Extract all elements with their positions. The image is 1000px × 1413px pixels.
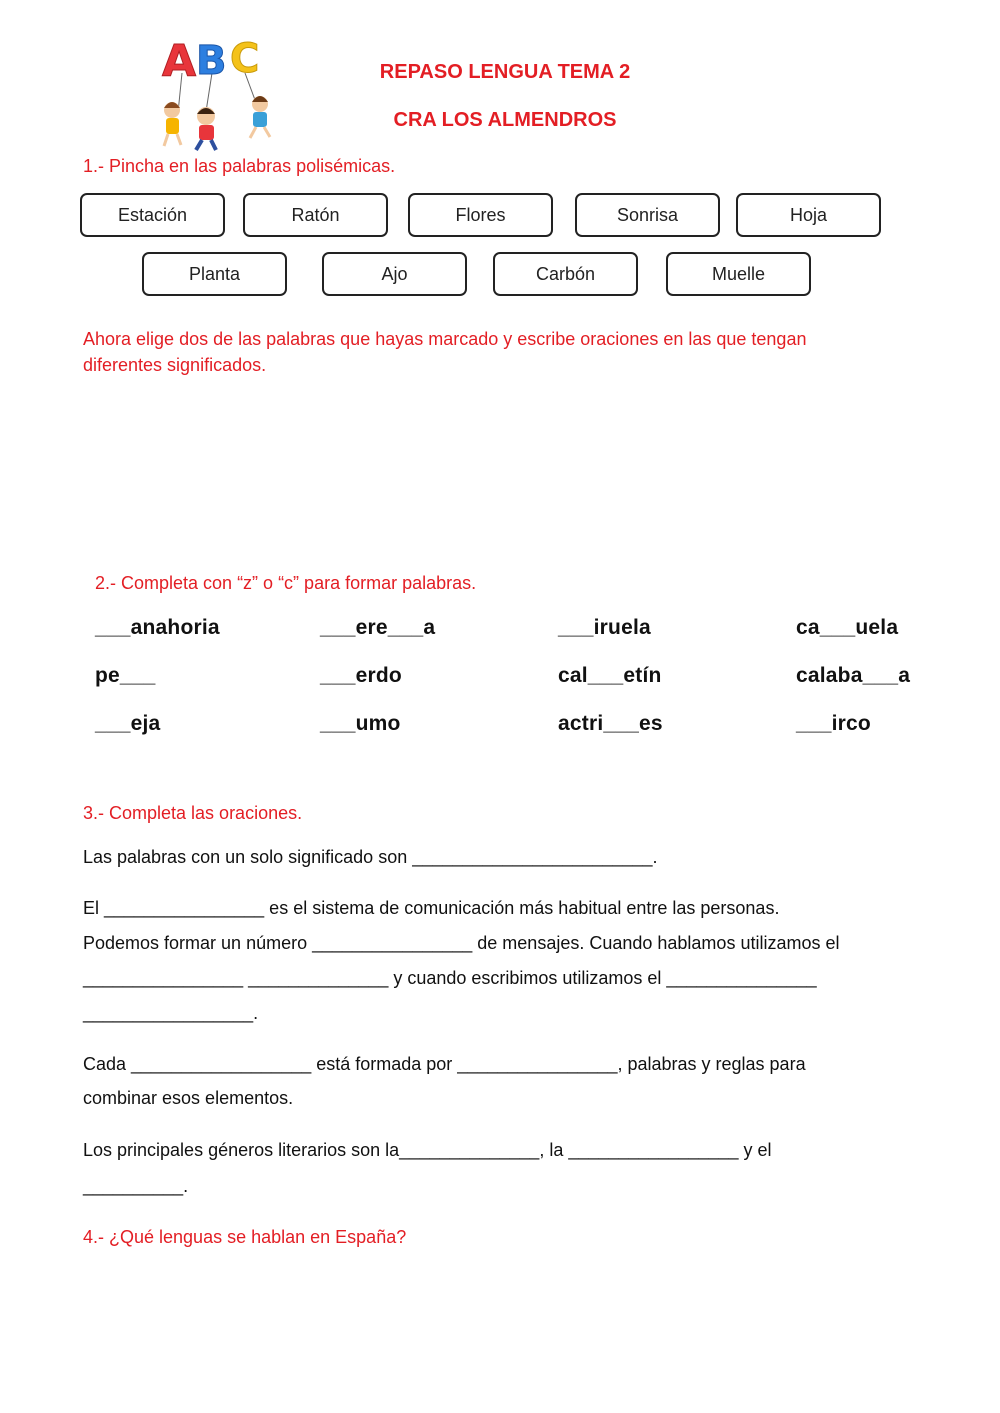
- fill-word: ___iruela: [558, 616, 651, 639]
- exercise1-instruction: 1.- Pincha en las palabras polisémicas.: [83, 156, 396, 176]
- fill-word: ___ere___a: [320, 616, 436, 639]
- school-name: CRA LOS ALMENDROS: [393, 109, 617, 131]
- word-button-planta[interactable]: Planta: [142, 252, 287, 296]
- word-button-carbon[interactable]: Carbón: [493, 252, 638, 296]
- word-button-hoja[interactable]: Hoja: [736, 193, 881, 237]
- word-button-ajo[interactable]: Ajo: [322, 252, 467, 296]
- fill-word: ___eja: [95, 712, 161, 735]
- abc-balloons-kids-icon: [150, 28, 285, 153]
- exercise1-followup: Ahora elige dos de las palabras que hayas marcado y escribe oraciones en las que tengan: [83, 329, 807, 349]
- sentence-line: Los principales géneros literarios son la______________, la _________________ y el: [83, 1140, 772, 1160]
- page-title: REPASO LENGUA TEMA 2: [379, 61, 631, 83]
- fill-word: calaba___a: [796, 664, 911, 687]
- sentence-line: combinar esos elementos.: [83, 1088, 294, 1108]
- svg-text:C: C: [230, 36, 260, 82]
- sentence-line: Cada __________________ está formada por ________________, palabras y reglas para: [83, 1054, 806, 1074]
- sentence-line: Podemos formar un número ________________ de mensajes. Cuando hablamos utilizamos el: [83, 933, 840, 953]
- exercise2-instruction: 2.- Completa con “z” o “c” para formar palabras.: [95, 573, 477, 593]
- sentence-line: _________________.: [83, 1003, 259, 1023]
- word-button-raton[interactable]: Ratón: [243, 193, 388, 237]
- word-button-muelle[interactable]: Muelle: [666, 252, 811, 296]
- svg-text:A: A: [162, 36, 197, 87]
- exercise3-instruction: 3.- Completa las oraciones.: [83, 803, 303, 823]
- fill-word: ___erdo: [320, 664, 402, 687]
- sentence-line: ________________ ______________ y cuando escribimos utilizamos el _______________: [83, 968, 817, 988]
- fill-word: ___umo: [320, 712, 401, 735]
- fill-word: cal___etín: [558, 664, 662, 687]
- fill-word: ca___uela: [796, 616, 899, 639]
- word-button-flores[interactable]: Flores: [408, 193, 553, 237]
- word-button-estacion[interactable]: Estación: [80, 193, 225, 237]
- fill-word: actri___es: [558, 712, 663, 735]
- sentence-line: Las palabras con un solo significado son ________________________.: [83, 847, 658, 867]
- word-button-sonrisa[interactable]: Sonrisa: [575, 193, 720, 237]
- fill-word: ___irco: [796, 712, 871, 735]
- svg-text:B: B: [196, 38, 227, 84]
- fill-word: ___anahoria: [95, 616, 220, 639]
- fill-word: pe___: [95, 664, 156, 687]
- sentence-line: __________.: [83, 1176, 189, 1196]
- exercise4-instruction: 4.- ¿Qué lenguas se hablan en España?: [83, 1227, 407, 1247]
- sentence-line: El ________________ es el sistema de comunicación más habitual entre las personas.: [83, 898, 780, 918]
- exercise1-followup-line2: diferentes significados.: [83, 355, 267, 375]
